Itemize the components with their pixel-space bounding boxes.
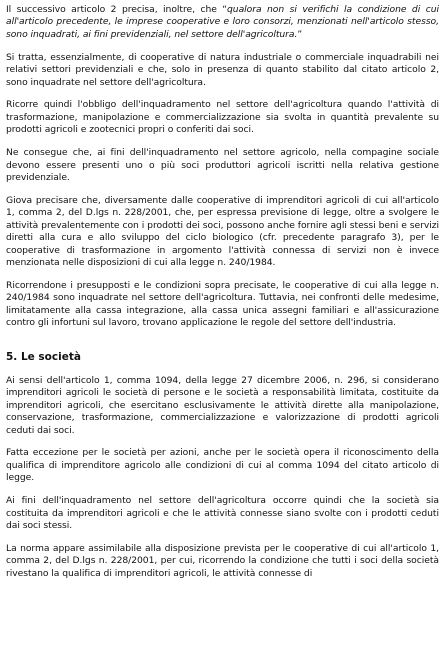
section-heading: 5. Le società [6, 351, 81, 364]
paragraph-clarification: Giova precisare che, diversamente dalle cooperative di imprenditori agricoli di cui all'articolo 1, comma 2, del D.lgs n. 228/2001, che, per espressa previsione di legge, oltre a svolgere le attività prevalentemente con i prodotti dei soci, possono anche fornire agli stessi beni e servizi diretti alla cura e allo sviluppo del ciclo biologico (cfr. precedente paragrafo 3), per le cooperative di trasformazione in argomento l'attività connessa di servizi non è invece menzionata nelle disposizioni di cui alla legge n. 240/1984. [6, 194, 439, 268]
paragraph-consequence: Ne consegue che, ai fini dell'inquadramento nel settore agricolo, nella compagine sociale devono essere presenti uno o più soci produttori agricoli iscritti nella relativa gestione previdenziale. [6, 147, 439, 183]
paragraph-comparison: La norma appare assimilabile alla disposizione prevista per le cooperative di cui all'articolo 1, comma 2, del D.lgs n. 228/2001, per cui, ricorrendo la condizione che tutti i soci della società rivestano la qualifica di imprenditori agricoli, le attività connesse di [6, 542, 439, 579]
paragraph-law-296: Ai sensi dell'articolo 1, comma 1094, della legge 27 dicembre 2006, n. 296, si considerano imprenditori agricoli le società di persone e le società a responsabilità limitata, costituite da imprenditori agricoli, che esercitano esclusivamente le attività dirette alla manipolazione, conservazione, trasformazione, commercializzazione e valorizzazione di prodotti agricoli ceduti dai soci. [6, 374, 439, 436]
paragraph-agriculture-setting: Ai fini dell'inquadramento nel settore dell'agricoltura occorre quindi che la società sia costituita da imprenditori agricoli e che le attività connesse siano svolte con i prodotti ceduti dai soci stessi. [6, 495, 439, 531]
quoted-italic-text: qualora non si verifichi la condizione di cui all'articolo precedente, le imprese cooperative e loro consorzi, menzionati nell'articolo stesso, sono inquadrati, ai fini previdenziali, nel settore dell'agricoltura. [6, 4, 439, 40]
paragraph-exception: Fatta eccezione per le società per azioni, anche per le società opera il riconoscimento della qualifica di imprenditore agricolo alle condizioni di cui al comma 1094 del citato articolo di legge. [6, 447, 439, 484]
paragraph-conditions: Ricorrendone i presupposti e le condizioni sopra precisate, le cooperative di cui alla legge n. 240/1984 sono inquadrate nel settore dell'agricoltura. Tuttavia, nei confronti delle medesime, limitatamente alla cassa integrazione, alla cassa unica assegni familiari e all'assicurazione contro gli infortuni sul lavoro, trovano applicazione le regole del settore dell'industria. [6, 279, 439, 329]
closing-quote: ” [297, 28, 303, 40]
paragraph-obligation: Ricorre quindi l'obbligo dell'inquadramento nel settore dell'agricoltura quando l'attività di trasformazione, manipolazione e commercializzazione sia svolta in quantità prevalente su prodotti agricoli e zootecnici propri o conferiti dai soci. [6, 99, 439, 136]
paragraph-industrial-cooperatives: Si tratta, essenzialmente, di cooperative di natura industriale o commerciale inquadrabili nei relativi settori previdenziali e che, solo in presenza di quanto stabilito dal citato articolo 2, sono inquadrate nel settore dell'agricoltura. [6, 51, 439, 88]
paragraph-text: Il successivo articolo 2 precisa, inoltre, che “ [6, 4, 228, 15]
paragraph-article-2 [6, 4, 439, 41]
